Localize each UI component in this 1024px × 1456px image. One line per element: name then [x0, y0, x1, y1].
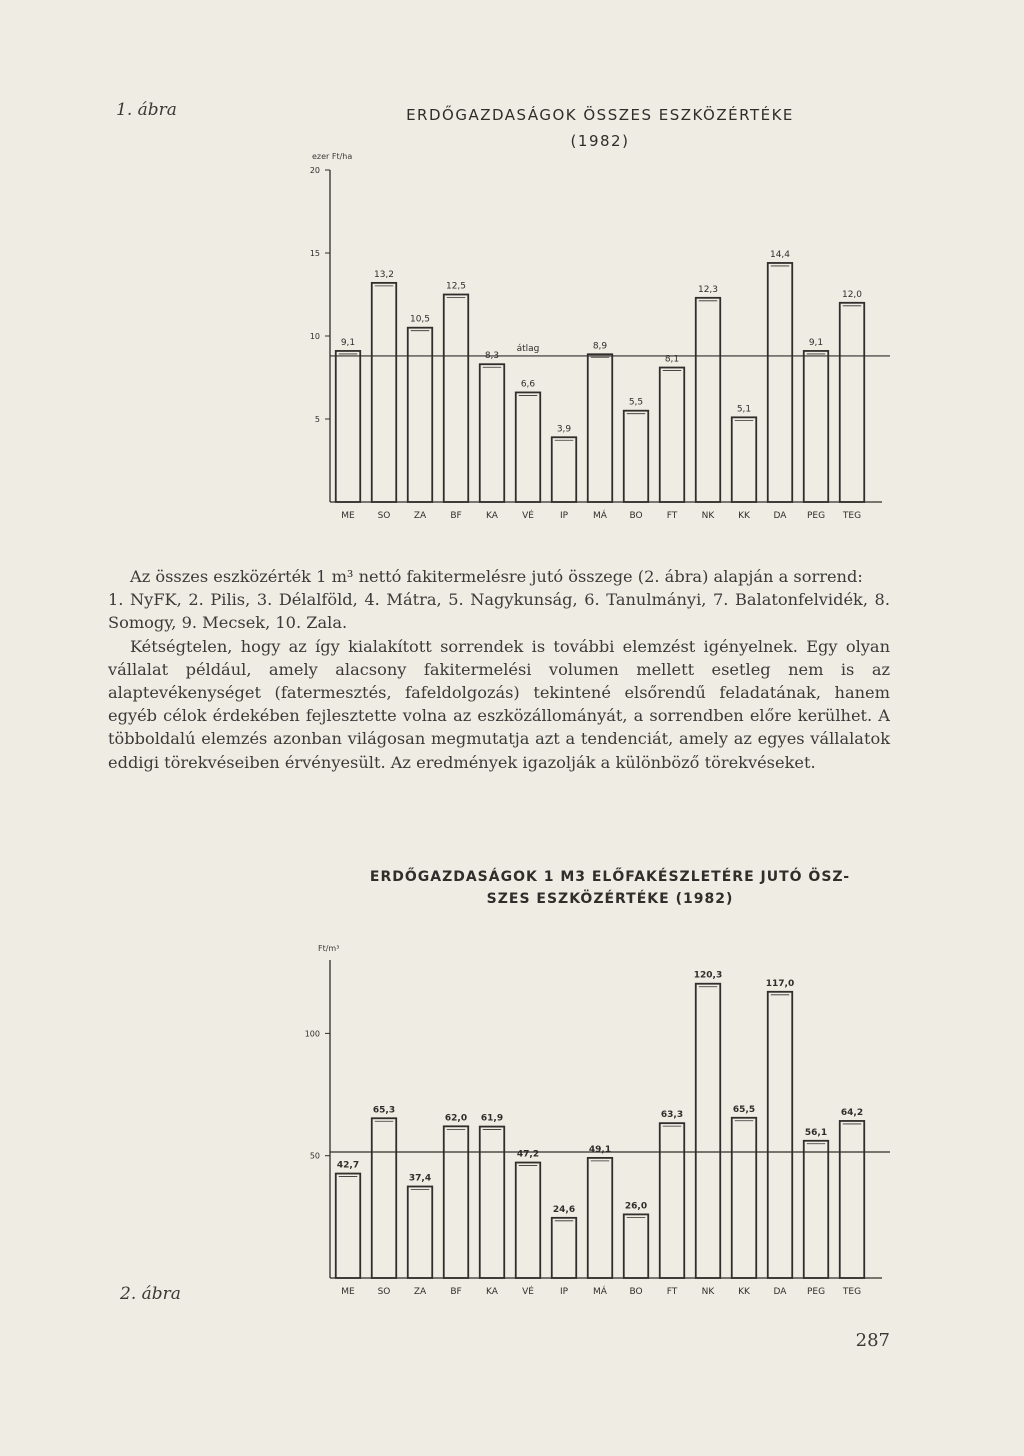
chart-1-category-label: ZA: [413, 511, 427, 521]
chart-2-bar: [696, 984, 720, 1278]
figure-1-label: 1. ábra: [116, 100, 177, 120]
chart-2-value-label: 65,5: [732, 1104, 756, 1115]
chart-1-category-label: MÁ: [593, 511, 607, 521]
chart-2-y-tick-label: 100: [304, 1029, 320, 1039]
chart-2-bar: [804, 1141, 828, 1278]
chart-1-category-label: PEG: [806, 511, 826, 521]
chart-2-value-label: 117,0: [765, 978, 795, 989]
chart-2-value-label: 24,6: [552, 1204, 576, 1215]
chart-1-value-label: 8,9: [592, 341, 608, 352]
chart-1-y-tick-label: 15: [309, 249, 320, 258]
chart-2-category-label: SO: [377, 1287, 391, 1297]
chart-2-category-label: PEG: [806, 1287, 826, 1297]
figure-2-label: 2. ábra: [120, 1284, 181, 1304]
chart-2-category-label: BF: [450, 1287, 462, 1297]
chart-1-category-label: SO: [377, 511, 391, 521]
chart-2-category-label: BO: [629, 1287, 643, 1297]
chart-2-bar: [588, 1158, 612, 1278]
chart-1-category-label: FT: [666, 511, 678, 521]
chart-1-value-label: 8,1: [664, 354, 680, 365]
chart-2-value-label: 26,0: [624, 1201, 648, 1212]
chart-2-category-label: KA: [486, 1287, 498, 1297]
chart-2-value-label: 64,2: [840, 1107, 864, 1118]
chart-2-category-label: IP: [559, 1287, 569, 1297]
chart-2-value-label: 47,2: [516, 1149, 540, 1160]
chart-1-value-label: 13,2: [373, 269, 395, 280]
chart-1-value-label: 12,3: [697, 284, 719, 295]
chart-2-y-unit: Ft/m³: [318, 944, 340, 953]
chart-1-value-label: 12,5: [445, 281, 467, 292]
chart-2-category-label: ZA: [413, 1287, 427, 1297]
chart-1-y-unit: ezer Ft/ha: [312, 152, 353, 161]
chart-1-value-label: 10,5: [409, 314, 431, 325]
chart-2-category-label: KK: [738, 1287, 750, 1297]
chart-1-category-label: TEG: [842, 511, 862, 521]
chart-1-value-label: 12,0: [841, 289, 863, 300]
chart-1-value-label: 5,5: [628, 397, 644, 408]
chart-2-category-label: MÁ: [593, 1287, 607, 1297]
chart-2-value-label: 49,1: [588, 1144, 612, 1155]
chart-2-value-label: 65,3: [372, 1105, 396, 1116]
chart-1-category-label: KK: [738, 511, 750, 521]
chart-1-value-label: 14,4: [769, 249, 791, 260]
chart-1-category-label: DA: [773, 511, 787, 521]
chart-2-value-label: 37,4: [408, 1173, 432, 1184]
chart-1-category-label: IP: [559, 511, 569, 521]
chart-1-value-label: 3,9: [556, 424, 572, 435]
chart-1-y-tick-label: 5: [314, 415, 320, 424]
chart-1-category-label: BO: [629, 511, 643, 521]
chart-1-title-text: ERDŐGAZDASÁGOK ÖSSZES ESZKÖZÉRTÉKE: [406, 106, 794, 124]
chart-1-y-tick-label: 10: [309, 332, 320, 341]
chart-2-bar: [552, 1218, 576, 1278]
chart-1-value-label: 9,1: [808, 337, 824, 348]
chart-1-value-label: 9,1: [340, 337, 356, 348]
chart-2-bar: [516, 1163, 540, 1278]
chart-1-category-label: KA: [486, 511, 498, 521]
chart-1-category-label: BF: [450, 511, 462, 521]
chart-1-value-label: 6,6: [520, 379, 536, 390]
chart-1-average-label: átlag: [516, 343, 540, 354]
chart-2-category-label: FT: [666, 1287, 678, 1297]
chart-2-title-line-2: SZES ESZKÖZÉRTÉKE (1982): [486, 891, 734, 907]
chart-2-bar: [336, 1174, 360, 1278]
chart-2-value-label: 120,3: [693, 970, 723, 981]
page-number: 287: [855, 1330, 890, 1351]
chart-2-category-label: VÉ: [522, 1287, 534, 1297]
chart-2-bar: [840, 1121, 864, 1278]
chart-1-y-tick-label: 20: [309, 166, 320, 175]
chart-2-category-label: ME: [341, 1287, 355, 1297]
chart-2-bar: [372, 1118, 396, 1278]
paragraph-1: Az összes eszközérték 1 m³ nettó fakitermelésre jutó összege (2. ábra) alapján a sorrend:: [130, 567, 863, 586]
chart-2-category-label: NK: [701, 1287, 715, 1297]
chart-2-value-label: 42,7: [336, 1160, 360, 1171]
chart-1-category-label: NK: [701, 511, 715, 521]
chart-2-category-label: DA: [773, 1287, 787, 1297]
chart-2-value-label: 62,0: [444, 1113, 468, 1124]
chart-2-bar: [768, 992, 792, 1278]
chart-2-category-label: TEG: [842, 1287, 862, 1297]
chart-2-bar: [732, 1118, 756, 1278]
chart-1-value-label: 5,1: [736, 404, 752, 415]
chart-2-bar: [660, 1123, 684, 1278]
chart-1-category-label: ME: [341, 511, 355, 521]
chart-2-value-label: 56,1: [804, 1127, 828, 1138]
chart-2-bar: [408, 1187, 432, 1278]
paragraph-3: Kétségtelen, hogy az így kialakított sorrendek is további elemzést igényelnek. Egy olyan vállalat például, amely alacsony fakitermelési volumen mellett esetleg nem is az alaptevékenységet (fatermesztés, fafeldolgozás) tekintené elsőrendű feladatának, hanem egyéb célok érdekében fejlesztette volna az eszközállományát, a sorrendben előre kerülhet. A többoldalú elemzés azonban világosan megmutatja azt a tendenciát, amely az egyes vállalatok eddigi törekvéseiben érvényesült. Az eredmények igazolják a különböző törekvéseket.: [108, 636, 890, 772]
paragraph-2: 1. NyFK, 2. Pilis, 3. Délalföld, 4. Mátra, 5. Nagykunság, 6. Tanulmányi, 7. Balatonfelvidék, 8. Somogy, 9. Mecsek, 10. Zala.: [108, 590, 890, 633]
chart-2-bar: [624, 1214, 648, 1278]
chart-2-value-label: 63,3: [660, 1110, 684, 1121]
chart-2-value-label: 61,9: [480, 1113, 504, 1124]
chart-2-bar: [444, 1126, 468, 1278]
chart-2-title-line-1: ERDŐGAZDASÁGOK 1 M3 ELŐFAKÉSZLETÉRE JUTÓ ÖSZ-: [369, 869, 851, 885]
chart-1-subtitle: (1982): [570, 132, 630, 150]
chart-2-bar: [480, 1127, 504, 1278]
chart-1-category-label: VÉ: [522, 511, 534, 521]
chart-2-y-tick-label: 50: [309, 1151, 320, 1161]
chart-1-value-label: 8,3: [484, 351, 500, 362]
